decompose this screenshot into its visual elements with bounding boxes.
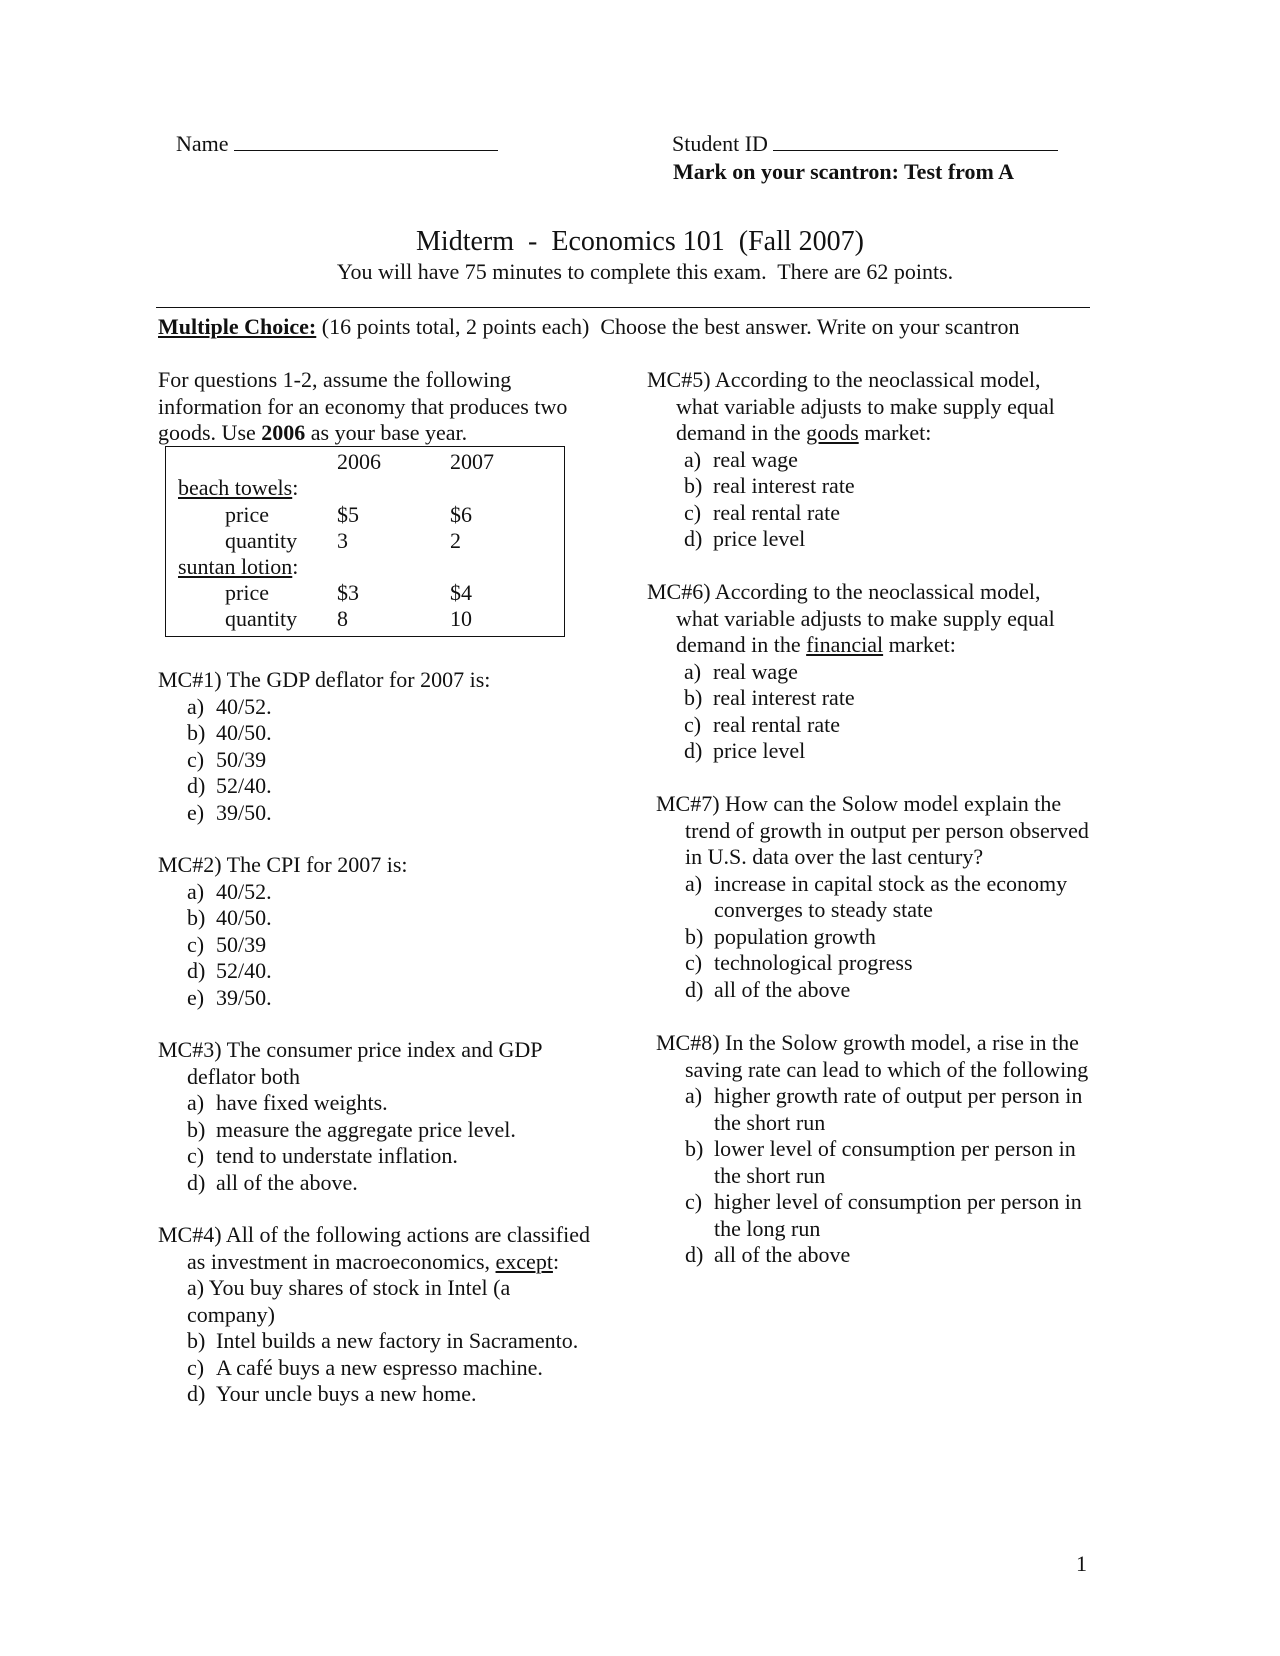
- option-a: a) increase in capital stock as the economy converges to steady state: [685, 870, 1068, 922]
- price-quantity-table: [165, 446, 565, 637]
- option-b: b) lower level of consumption per person in the short run: [685, 1136, 1076, 1188]
- question-mc7: [656, 791, 1096, 1003]
- question-text: MC#5) According to the neoclassical model, what variable adjusts to make supply equal demand in the goods market:: [647, 367, 1055, 445]
- question-mc5: [647, 367, 1087, 553]
- option-c: c) tend to understate inflation.: [187, 1143, 458, 1168]
- suntan-lotion-quantity-2006: 8: [337, 606, 348, 631]
- beach-towels-price-2006: $5: [337, 502, 359, 527]
- option-a: a) You buy shares of stock in Intel (a company): [187, 1275, 511, 1327]
- option-c: c) 50/39: [187, 931, 267, 957]
- option-a: a) higher growth rate of output per person in the short run: [685, 1083, 1083, 1135]
- scantron-note: Mark on your scantron: Test from A: [673, 159, 1015, 184]
- beach-towels-price-label: price: [225, 502, 269, 527]
- option-d: d) Your uncle buys a new home.: [187, 1381, 477, 1406]
- option-c: c) real rental rate: [684, 499, 841, 525]
- option-a: a) 40/52.: [187, 693, 272, 719]
- student-id-field: [672, 131, 1058, 158]
- option-d: d) 52/40.: [187, 773, 272, 798]
- year-header-2007: 2007: [450, 449, 494, 474]
- suntan-lotion-quantity-2007: 10: [450, 606, 472, 631]
- question-text: MC#2) The CPI for 2007 is:: [158, 852, 408, 877]
- option-c: c) 50/39: [187, 746, 267, 772]
- question-mc2: [158, 852, 598, 1011]
- option-b: b) 40/50.: [187, 720, 272, 745]
- option-b: b) real interest rate: [684, 685, 855, 710]
- option-a: a) have fixed weights.: [187, 1090, 388, 1115]
- question-text: MC#1) The GDP deflator for 2007 is:: [158, 667, 491, 692]
- suntan-lotion-price-2006: $3: [337, 580, 359, 605]
- option-d: d) 52/40.: [187, 958, 272, 983]
- beach-towels-quantity-2006: 3: [337, 528, 348, 553]
- option-b: b) measure the aggregate price level.: [187, 1116, 516, 1142]
- student-id-blank: [773, 150, 1058, 151]
- question-mc8: [656, 1030, 1096, 1269]
- option-b: b) Intel builds a new factory in Sacramento.: [187, 1328, 579, 1353]
- year-header-2006: 2006: [337, 449, 381, 474]
- good-beach-towels: beach towels:: [178, 475, 299, 500]
- option-d: d) price level: [684, 738, 806, 763]
- intro-text: For questions 1-2, assume the following information for an economy that produces two goods. Use 2006 as your base year.: [158, 367, 568, 445]
- option-d: d) price level: [684, 526, 806, 551]
- exam-title: Midterm - Economics 101 (Fall 2007): [416, 226, 864, 257]
- option-e: e) 39/50.: [187, 984, 272, 1010]
- name-field: [176, 131, 498, 158]
- option-a: a) real wage: [684, 658, 798, 684]
- question-mc4: [158, 1222, 598, 1408]
- option-c: c) technological progress: [685, 950, 913, 975]
- good-suntan-lotion: suntan lotion:: [178, 554, 299, 579]
- question-text: MC#8) In the Solow growth model, a rise in the saving rate can lead to which of the following: [656, 1030, 1089, 1082]
- option-b: b) 40/50.: [187, 905, 272, 930]
- option-d: d) all of the above: [685, 976, 851, 1002]
- name-label: Name: [176, 131, 229, 156]
- page-number: 1: [1076, 1551, 1087, 1576]
- option-b: b) population growth: [685, 923, 876, 949]
- option-a: a) real wage: [684, 446, 798, 472]
- left-column: [158, 367, 598, 447]
- student-id-label: Student ID: [672, 131, 768, 156]
- question-mc6: [647, 579, 1087, 765]
- question-text: MC#6) According to the neoclassical model, what variable adjusts to make supply equal demand in the financial market:: [647, 579, 1055, 657]
- question-mc3: [158, 1037, 598, 1196]
- suntan-lotion-quantity-label: quantity: [225, 606, 298, 631]
- section-header: [158, 314, 1019, 341]
- question-text: MC#7) How can the Solow model explain the trend of growth in output per person observed in U.S. data over the last century?: [656, 791, 1089, 869]
- option-d: d) all of the above.: [187, 1169, 358, 1195]
- option-c: c) A café buys a new espresso machine.: [187, 1354, 543, 1380]
- suntan-lotion-price-2007: $4: [450, 580, 472, 605]
- exam-subtitle: You will have 75 minutes to complete this exam. There are 62 points.: [336, 259, 954, 284]
- option-e: e) 39/50.: [187, 799, 272, 825]
- section-description: (16 points total, 2 points each) Choose the best answer. Write on your scantron: [316, 314, 1020, 339]
- suntan-lotion-price-label: price: [225, 580, 269, 605]
- option-b: b) real interest rate: [684, 473, 855, 498]
- beach-towels-quantity-2007: 2: [450, 528, 461, 553]
- option-c: c) higher level of consumption per person in the long run: [685, 1189, 1082, 1241]
- section-divider: [156, 307, 1090, 308]
- section-label: Multiple Choice:: [158, 314, 317, 339]
- question-text: MC#4) All of the following actions are classified as investment in macroeconomics, except:: [158, 1222, 590, 1274]
- option-c: c) real rental rate: [684, 711, 841, 737]
- beach-towels-quantity-label: quantity: [225, 528, 298, 553]
- beach-towels-price-2007: $6: [450, 502, 472, 527]
- name-blank: [234, 150, 498, 151]
- question-text: MC#3) The consumer price index and GDP deflator both: [158, 1037, 542, 1089]
- question-mc1: [158, 667, 598, 826]
- option-d: d) all of the above: [685, 1242, 851, 1267]
- option-a: a) 40/52.: [187, 878, 272, 904]
